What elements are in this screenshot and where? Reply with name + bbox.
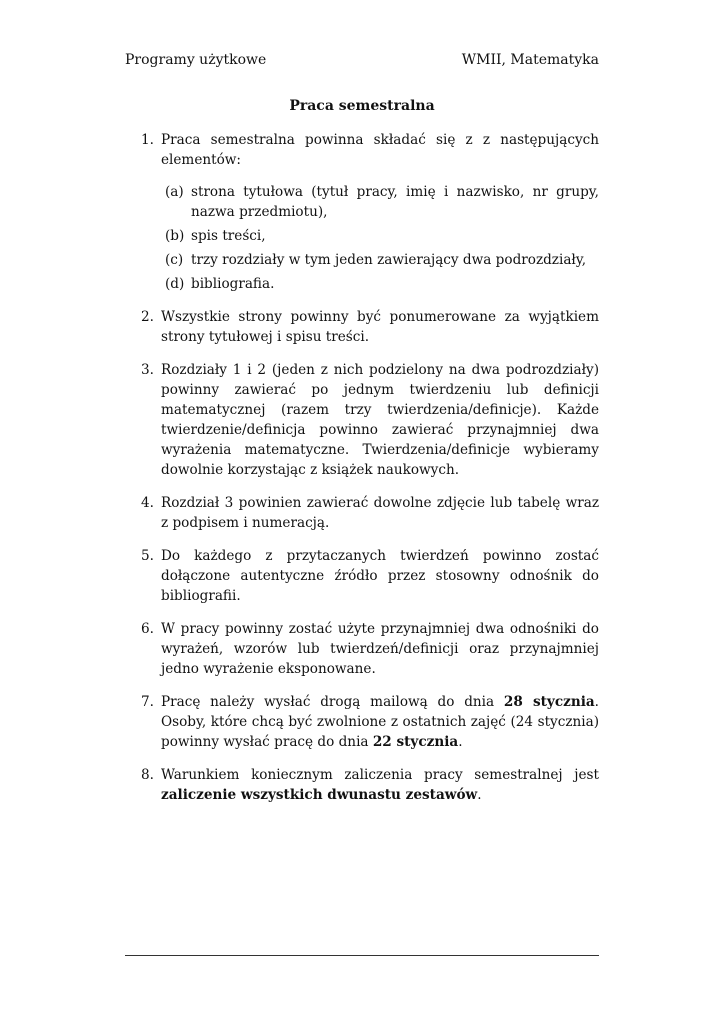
sub-item-number: (c) (165, 252, 184, 268)
sub-item-text: spis treści, (191, 228, 266, 244)
item-text: . (458, 734, 463, 750)
sub-item-text: strona tytułowa (tytuł pracy, imię i nazwisko, nr grupy, nazwa przedmiotu), (191, 184, 599, 220)
sub-item-number: (a) (165, 184, 184, 200)
item-text: . (477, 787, 482, 803)
early-deadline-date: 22 stycznia (372, 734, 459, 750)
item-number: 3. (141, 362, 154, 378)
sub-item-d (161, 274, 599, 294)
list-item-5 (125, 546, 599, 606)
item-number: 8. (141, 767, 154, 783)
item-text: W pracy powinny zostać użyte przynajmniej dwa odnośniki do wyrażeń, wzorów lub twierdzeń/definicji oraz przynajmniej jedno wyrażenie eksponowane. (161, 621, 599, 677)
sub-item-b (161, 226, 599, 246)
list-item-8 (125, 765, 599, 805)
list-item-1 (125, 130, 599, 294)
item-text: Warunkiem koniecznym zaliczenia pracy semestralnej jest (161, 767, 599, 783)
item-text: Wszystkie strony powinny być ponumerowane za wyjątkiem strony tytułowej i spisu treści. (161, 309, 599, 345)
item-number: 1. (141, 132, 154, 148)
list-item-7 (125, 692, 599, 752)
item-text: Rozdział 3 powinien zawierać dowolne zdjęcie lub tabelę wraz z podpisem i numeracją. (161, 495, 599, 531)
item-text: Do każdego z przytaczanych twierdzeń powinno zostać dołączone autentyczne źródło przez stosowny odnośnik do bibliografii. (161, 548, 599, 604)
item-text: Rozdziały 1 i 2 (jeden z nich podzielony na dwa podrozdziały) powinny zawierać po jednym twierdzeniu lub definicji matematycznej (razem trzy twierdzenia/definicje). Każde twierdzenie/definicja powinno zawierać przynajmniej dwa wyrażenia matematyczne. Twierdzenia/definicje wybieramy dowolnie korzystając z książek naukowych. (161, 362, 599, 478)
deadline-date: 28 stycznia (503, 694, 595, 710)
header-course: Programy użytkowe (125, 52, 267, 68)
sub-item-number: (b) (165, 228, 185, 244)
sub-item-a (161, 182, 599, 222)
list-item-6 (125, 619, 599, 679)
item-number: 2. (141, 309, 154, 325)
item-text: Pracę należy wysłać drogą mailową do dnia (161, 694, 504, 710)
item-text: . Osoby, które chcą być zwolnione z ostatnich zajęć (24 stycznia) powinny wysłać pracę do dnia (161, 694, 599, 750)
header-faculty: WMII, Matematyka (461, 52, 599, 68)
sub-item-c (161, 250, 599, 270)
sub-item-text: bibliografia. (191, 276, 275, 292)
pass-condition: zaliczenie wszystkich dwunastu zestawów (161, 787, 478, 803)
item-number: 5. (141, 548, 154, 564)
footer-rule (125, 955, 599, 956)
item-text: Praca semestralna powinna składać się z z następujących elementów: (161, 132, 599, 168)
item-number: 6. (141, 621, 154, 637)
page-header (125, 52, 599, 68)
item-number: 4. (141, 495, 154, 511)
document-title: Praca semestralna (289, 98, 435, 114)
list-item-4 (125, 493, 599, 533)
list-item-3 (125, 360, 599, 480)
sub-item-text: trzy rozdziały w tym jeden zawierający dwa podrozdziały, (191, 252, 587, 268)
sub-list (161, 182, 599, 294)
requirements-list (125, 130, 599, 818)
sub-item-number: (d) (165, 276, 185, 292)
item-number: 7. (141, 694, 154, 710)
list-item-2 (125, 307, 599, 347)
